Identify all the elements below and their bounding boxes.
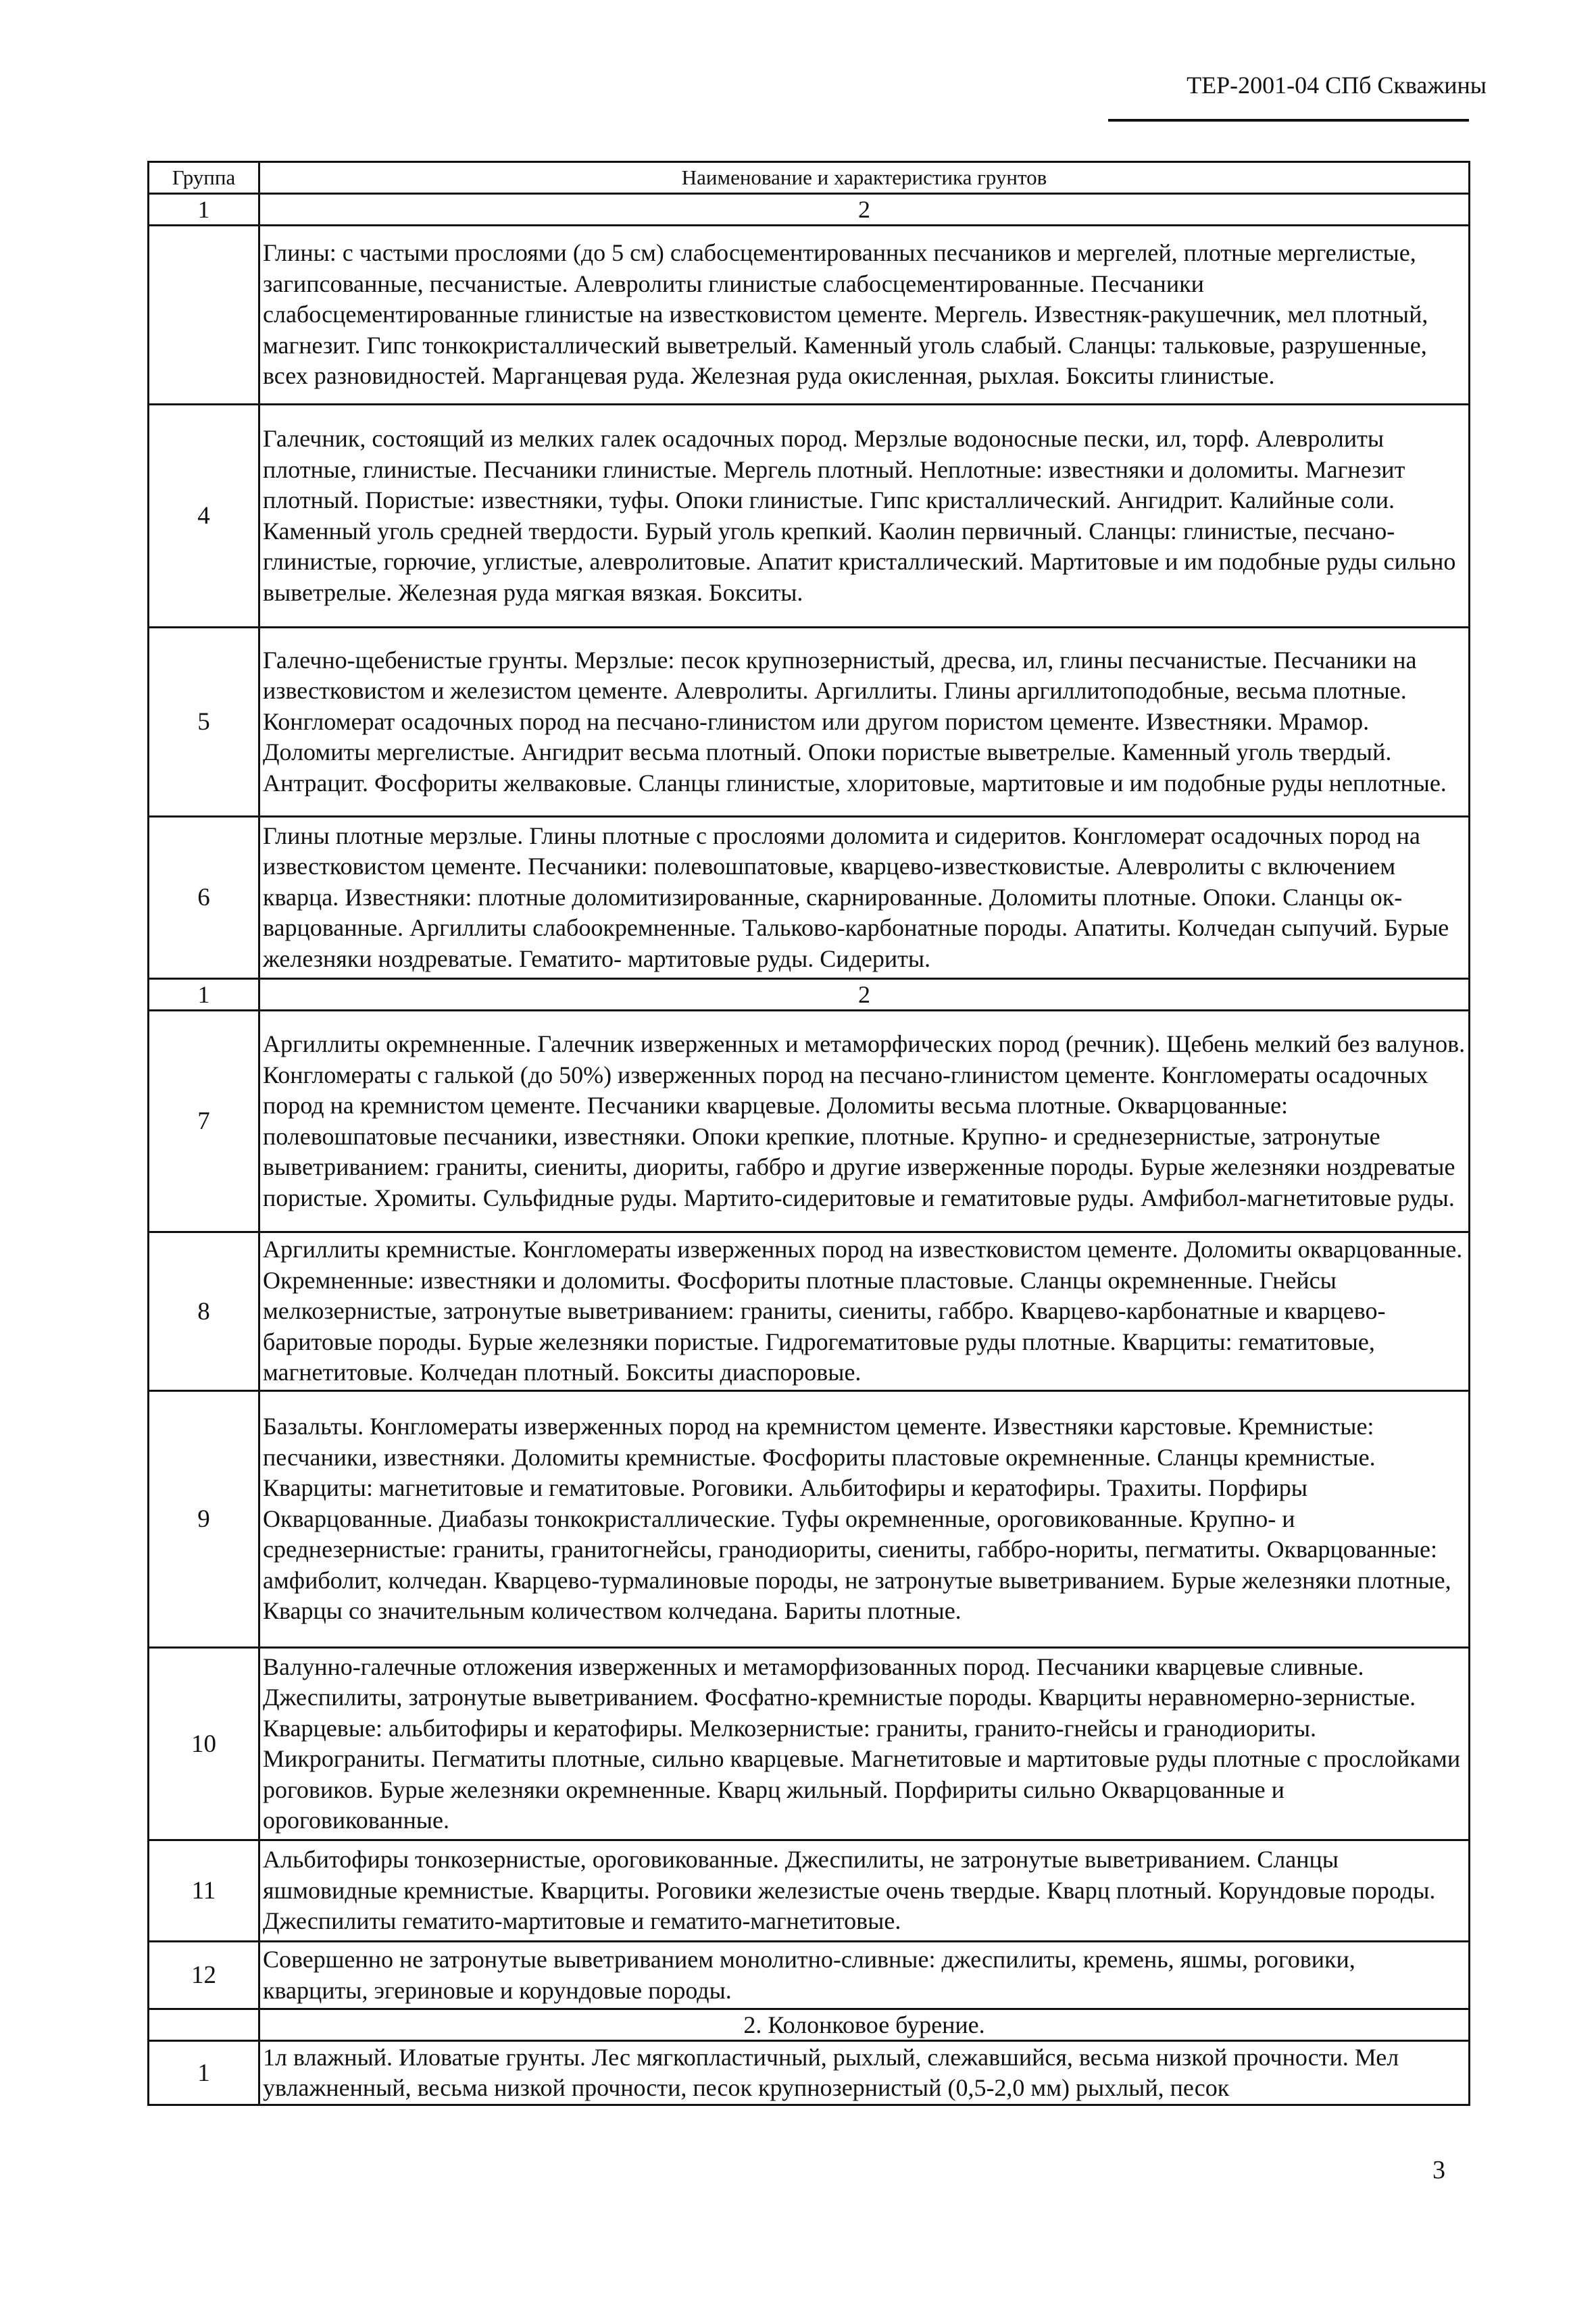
description-cell: Аргиллиты окремненные. Галечник изверженных и метаморфических пород (речник). Щебень мелкий без валунов. Конгломераты с галькой (до 50%) изверженных пород на песчано-глинистом цементе. Конгломераты осадочных пород на кремнистом цементе. Песчаники кварцевые. Доломиты весьма плотные. Окварцованные: полевошпатовые песчаники, известняки. Опоки крепкие, плотные. Крупно- и среднезернистые, затронутые выветриванием: граниты, сиениты, диориты, габбро и другие изверженные породы. Бурые железняки ноздреватые пористые. Хромиты. Сульфидные руды. Мартито-сидеритовые и гематитовые руды. Амфибол-магнетитовые руды.: [259, 1011, 1470, 1232]
description-cell: Глины: с частыми прослоями (до 5 см) слабосцементированных песчаников и мергелей, плотные мергелистые, загипсованные, песчанистые. Алевролиты глинистые слабосцементированные. Песчаники слабосцементированные глинистые на известковистом цементе. Мергель. Известняк-ракушечник, мел плотный, магнезит. Гипс тонкокристаллический выветрелый. Каменный уголь слабый. Сланцы: тальковые, разрушенные, всех разновидностей. Марганцевая руда. Железная руда окисленная, рыхлая. Бокситы глинистые.: [259, 226, 1470, 405]
table-row: [149, 628, 1470, 817]
column-index-row: [149, 194, 1470, 226]
description-cell: Альбитофиры тонкозернистые, ороговикованные. Джеспилиты, не затронутые выветриванием. Сланцы яшмовидные кремнистые. Кварциты. Роговики железистые очень твердые. Кварц плотный. Корундовые породы. Джеспилиты гематито-мартитовые и гематито-магнетитовые.: [259, 1840, 1470, 1942]
document-header: ТЕР-2001-04 СПб Скважины: [1187, 72, 1487, 99]
description-cell: Галечник, состоящий из мелких галек осадочных пород. Мерзлые водоносные пески, ил, торф. Алевролиты плотные, глинистые. Песчаники глинистые. Мергель плотный. Неплотные: известняки и доломиты. Магнезит плотный. Пористые: известняки, туфы. Опоки глинистые. Гипс кристаллический. Ангидрит. Калийные соли. Каменный уголь средней твердости. Бурый уголь крепкий. Каолин первичный. Сланцы: глинистые, песчано-глинистые, горючие, углистые, алевролитовые. Апатит кристаллический. Мартитовые и им подобные руды сильно выветрелые. Железная руда мягкая вязкая. Бокситы.: [259, 405, 1470, 628]
description-cell: Базальты. Конгломераты изверженных пород на кремнистом цементе. Известняки карстовые. Кремнистые: песчаники, известняки. Доломиты кремнистые. Фосфориты пластовые окремненные. Сланцы кремнистые. Кварциты: магнетитовые и гематитовые. Роговики. Альбитофиры и кератофиры. Трахиты. Порфиры Окварцованные. Диабазы тонкокристаллические. Туфы окремненные, ороговикованные. Крупно- и среднезернистые: граниты, гранитогнейсы, гранодиориты, сиениты, габбро-нориты, пегматиты. Окварцованные: амфиболит, колчедан. Кварцево-турмалиновые породы, не затронутые выветриванием. Бурые железняки плотные, Кварцы со значительным количеством колчедана. Бариты плотные.: [259, 1391, 1470, 1648]
section-title: 2. Колонковое бурение.: [259, 2009, 1470, 2041]
group-cell: 11: [149, 1840, 259, 1942]
header-rule: [1108, 119, 1469, 122]
column-header-group: Группа: [149, 162, 259, 194]
column-index-1: 1: [149, 979, 259, 1011]
group-cell: 5: [149, 628, 259, 817]
table-row: [149, 405, 1470, 628]
group-cell: 10: [149, 1648, 259, 1840]
group-cell: 7: [149, 1011, 259, 1232]
column-index-2: 2: [259, 979, 1470, 1011]
section-row: [149, 2009, 1470, 2041]
section-group-cell: [149, 2009, 259, 2041]
soil-groups-table: [147, 161, 1470, 2106]
group-cell: 1: [149, 2041, 259, 2105]
group-cell: 8: [149, 1232, 259, 1391]
table-row: [149, 1648, 1470, 1840]
group-cell: 9: [149, 1391, 259, 1648]
table-row: [149, 226, 1470, 405]
description-cell: Валунно-галечные отложения изверженных и метаморфизованных пород. Песчаники кварцевые сливные. Джеспилиты, затронутые выветриванием. Фосфатно-кремнистые породы. Кварциты неравномерно-зернистые. Кварцевые: альбитофиры и кератофиры. Мелкозернистые: граниты, гранито-гнейсы и гранодиориты. Микрограниты. Пегматиты плотные, сильно кварцевые. Магнетитовые и мартитовые руды плотные с прослойками роговиков. Бурые железняки окремненные. Кварц жильный. Порфириты сильно Окварцованные и ороговикованные.: [259, 1648, 1470, 1840]
table-row: [149, 2041, 1470, 2105]
group-cell: 12: [149, 1942, 259, 2009]
table-row: [149, 817, 1470, 979]
group-cell: 4: [149, 405, 259, 628]
column-header-description: Наименование и характеристика грунтов: [259, 162, 1470, 194]
column-index-2: 2: [259, 194, 1470, 226]
table-row: [149, 1942, 1470, 2009]
group-cell: 6: [149, 817, 259, 979]
table-row: [149, 1391, 1470, 1648]
group-cell: [149, 226, 259, 405]
table-header-row: [149, 162, 1470, 194]
table-row: [149, 1011, 1470, 1232]
description-cell: Аргиллиты кремнистые. Конгломераты изверженных пород на известковистом цементе. Доломиты окварцованные. Окремненные: известняки и доломиты. Фосфориты плотные пластовые. Сланцы окремненные. Гнейсы мелкозернистые, затронутые выветриванием: граниты, сиениты, габбро. Кварцево-карбонатные и кварцево-баритовые породы. Бурые железняки пористые. Гидрогематитовые руды плотные. Кварциты: гематитовые, магнетитовые. Колчедан плотный. Бокситы диаспоровые.: [259, 1232, 1470, 1391]
page-number: 3: [1432, 2156, 1445, 2184]
description-cell: Совершенно не затронутые выветриванием монолитно-сливные: джеспилиты, кремень, яшмы, роговики, кварциты, эгериновые и корундовые породы.: [259, 1942, 1470, 2009]
description-cell: 1л влажный. Иловатые грунты. Лес мягкопластичный, рыхлый, слежавшийся, весьма низкой прочности. Мел увлажненный, весьма низкой прочности, песок крупнозернистый (0,5-2,0 мм) рыхлый, песок: [259, 2041, 1470, 2105]
table-row: [149, 1232, 1470, 1391]
description-cell: Галечно-щебенистые грунты. Мерзлые: песок крупнозернистый, дресва, ил, глины песчанистые. Песчаники на известковистом и железистом цементе. Алевролиты. Аргиллиты. Глины аргиллитоподобные, весьма плотные. Конгломерат осадочных пород на песчано-глинистом или другом пористом цементе. Известняки. Мрамор. Доломиты мергелистые. Ангидрит весьма плотный. Опоки пористые выветрелые. Каменный уголь твердый. Антрацит. Фосфориты желваковые. Сланцы глинистые, хлоритовые, мартитовые и им подобные руды неплотные.: [259, 628, 1470, 817]
column-index-row: [149, 979, 1470, 1011]
description-cell: Глины плотные мерзлые. Глины плотные с прослоями доломита и сидеритов. Конгломерат осадочных пород на известковистом цементе. Песчаники: полевошпатовые, кварцево-известковистые. Алевролиты с включением кварца. Известняки: плотные доломитизированные, скарнированные. Доломиты плотные. Опоки. Сланцы ок-варцованные. Аргиллиты слабоокремненные. Тальково-карбонатные породы. Апатиты. Колчедан сыпучий. Бурые железняки ноздреватые. Гематито- мартитовые руды. Сидериты.: [259, 817, 1470, 979]
table-row: [149, 1840, 1470, 1942]
column-index-1: 1: [149, 194, 259, 226]
